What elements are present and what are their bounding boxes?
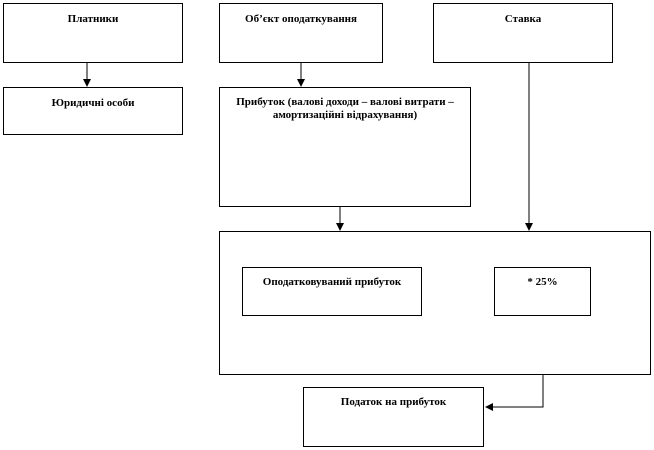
payers-label: Платники (67, 13, 119, 25)
calculation-box (219, 231, 651, 375)
legal-entities-box (3, 87, 183, 135)
payers-box (3, 3, 183, 63)
legal-entities-label: Юридичні особи (51, 97, 135, 109)
rate-value-box (494, 267, 591, 316)
rate-value-label: * 25% (527, 276, 558, 288)
profit-box (219, 87, 471, 207)
object-label: Об’єкт оподаткування (245, 13, 357, 25)
taxable-profit-box (242, 267, 422, 316)
rate-box (433, 3, 613, 63)
arrow-calc-to-tax (486, 375, 543, 407)
object-box (219, 3, 383, 63)
profit-tax-label: Податок на прибуток (340, 396, 447, 408)
profit-label: Прибуток (валові доходи – валові витрати – амортизаційні відрахування) (236, 96, 454, 121)
taxable-profit-label: Оподатковуваний прибуток (262, 276, 402, 288)
profit-tax-box (303, 387, 484, 447)
rate-label: Ставка (504, 13, 542, 25)
